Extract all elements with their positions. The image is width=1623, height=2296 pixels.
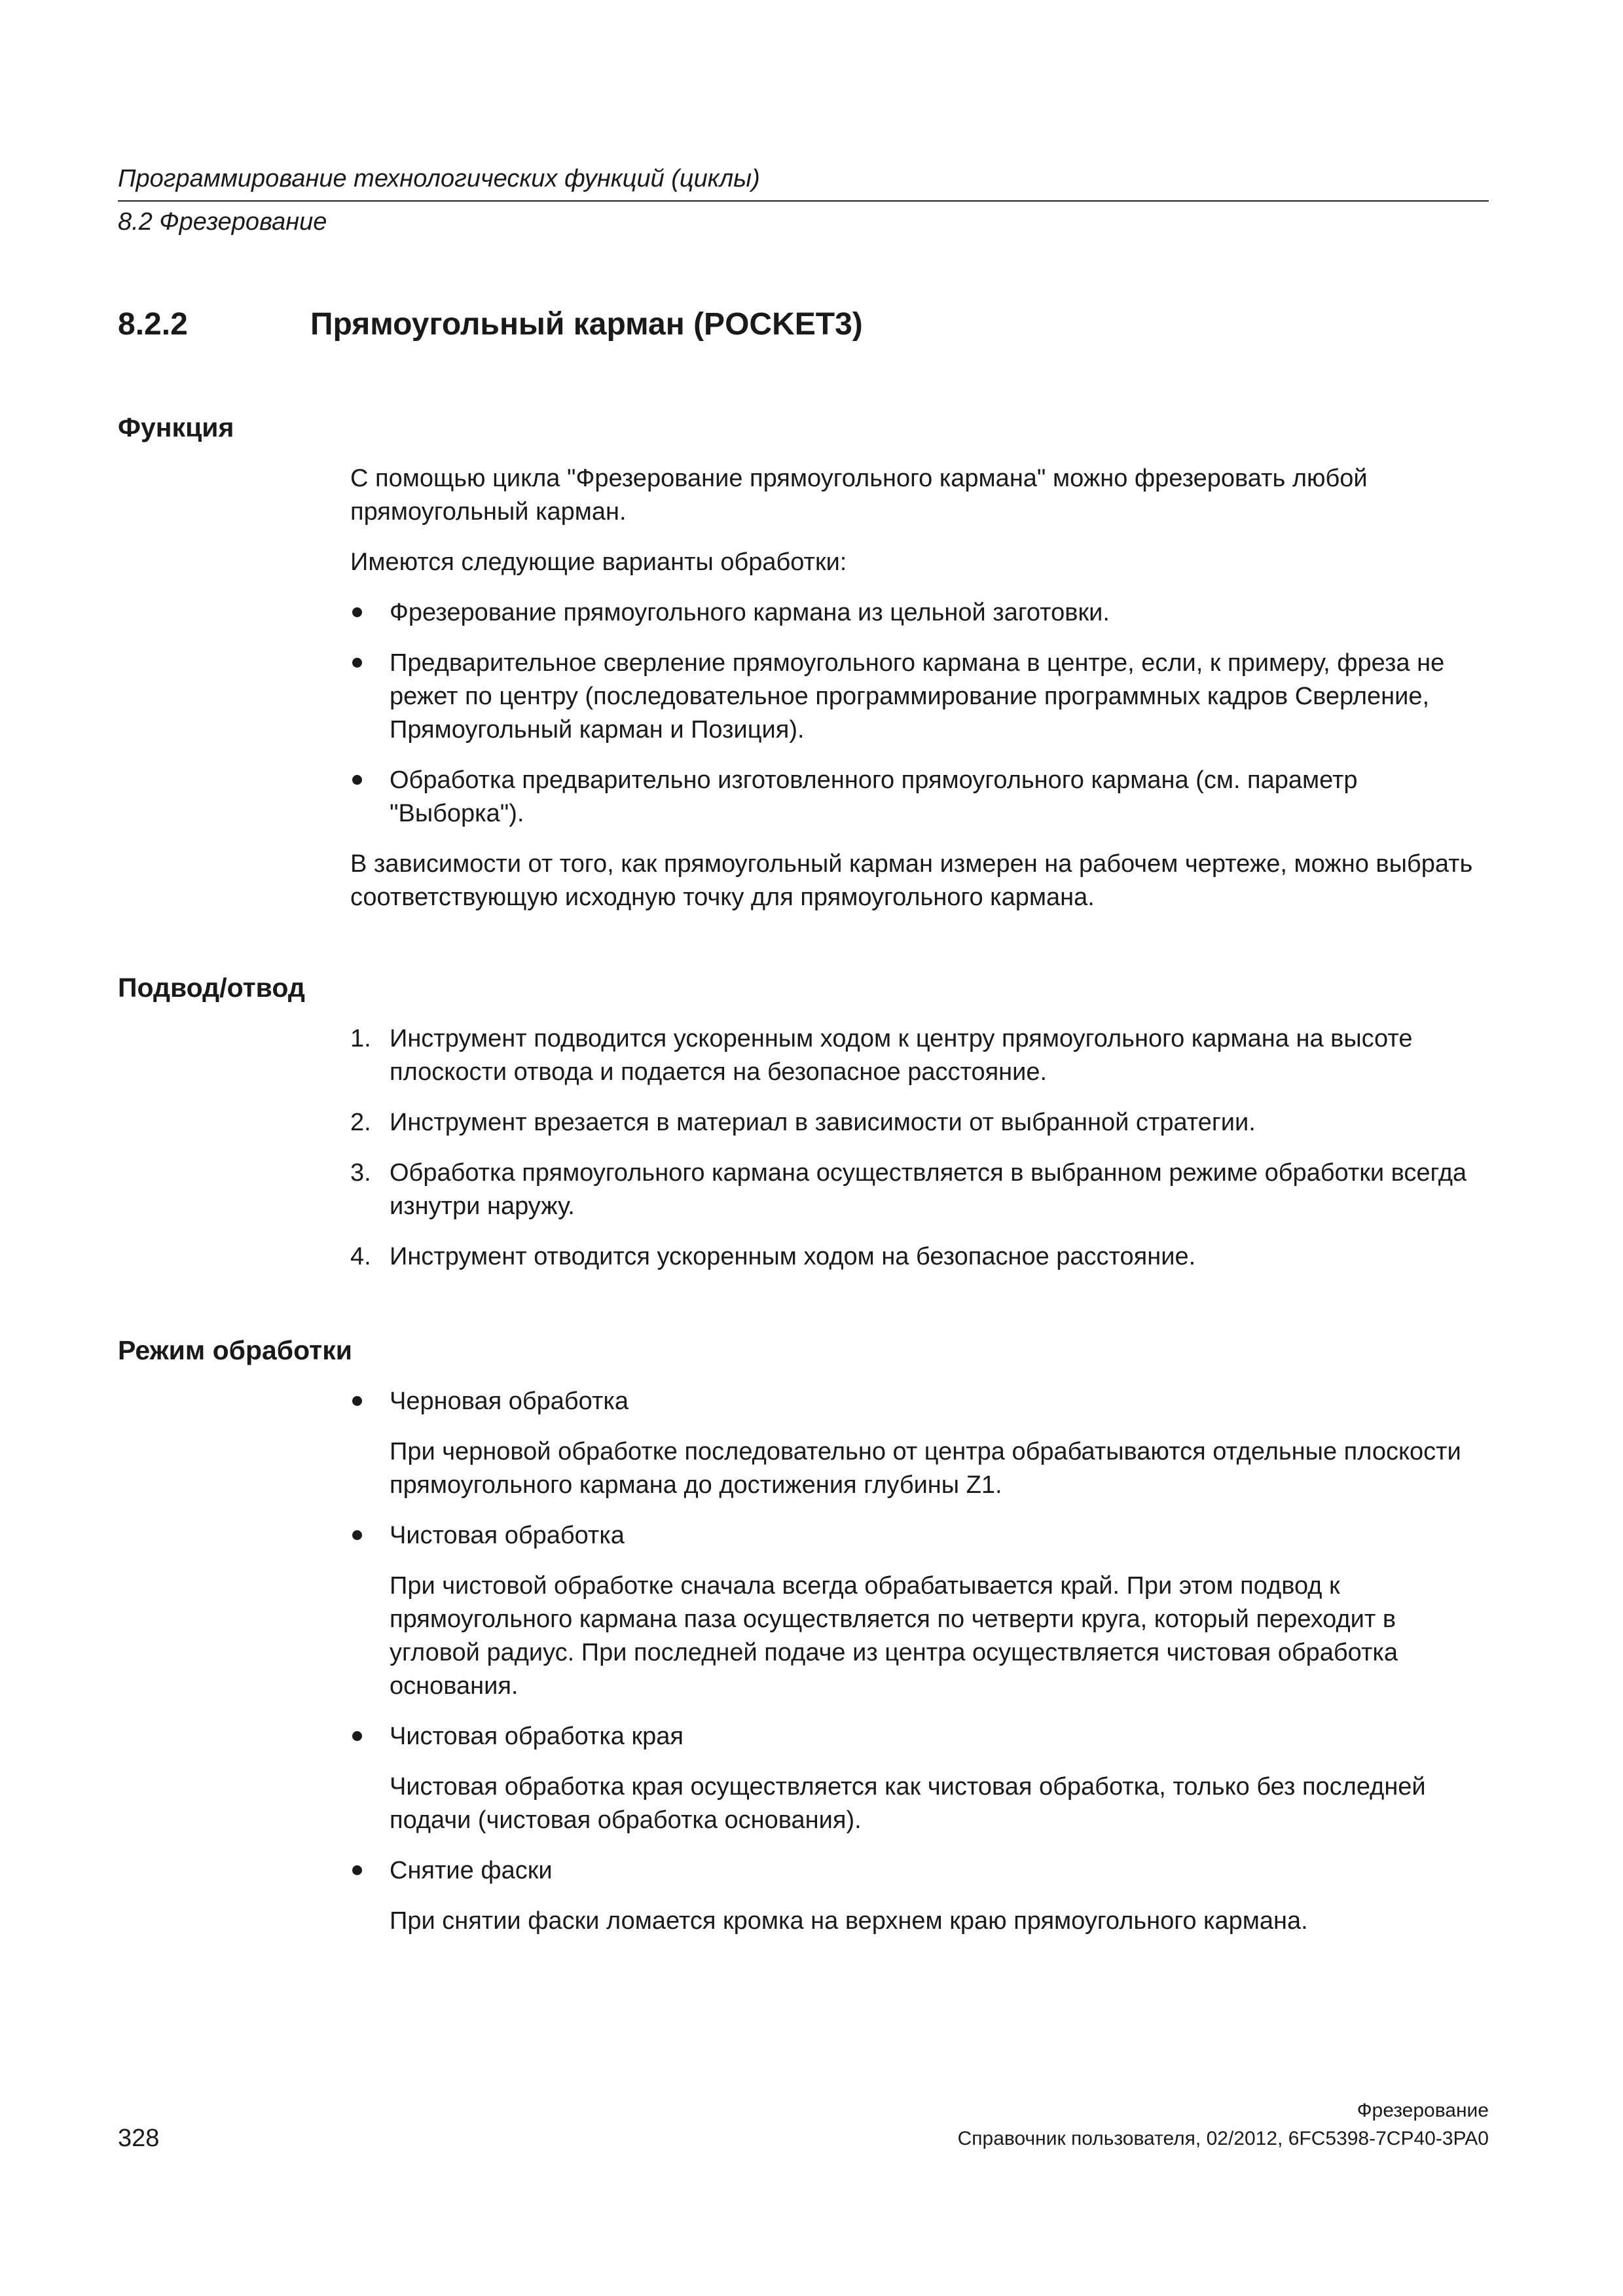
bullet-icon — [352, 1530, 362, 1540]
subheading-machining-mode: Режим обработки — [118, 1335, 352, 1365]
step-number: 2. — [350, 1109, 371, 1136]
list-item: Предварительное сверление прямоугольного кармана в центре, если, к примеру, фреза не режет по центру (последовательное программирование программных кадров Сверление, Прямоугольный карман и Позиция). — [350, 647, 1493, 747]
list-item: Снятие фаски — [350, 1854, 1493, 1888]
bullet-icon — [352, 1396, 362, 1406]
list-item: Чистовая обработка — [350, 1519, 1493, 1552]
bullet-icon — [352, 658, 362, 668]
list-item: 4. Инструмент отводится ускоренным ходом на безопасное расстояние. — [350, 1240, 1493, 1274]
mode-description: При черновой обработке последовательно от центра обрабатываются отдельные плоскости прямоугольного кармана до достижения глубины Z1. — [390, 1438, 1461, 1499]
bullet-icon — [352, 607, 362, 617]
footer-reference: Справочник пользователя, 02/2012, 6FC5398-7CP40-3PA0 — [957, 2128, 1489, 2149]
subheading-approach: Подвод/отвод — [118, 973, 305, 1003]
mode-description: При чистовой обработке сначала всегда обрабатывается край. При этом подвод к прямоугольного кармана паза осуществляется по четверти круга, который переходит в угловой радиус. При последней подаче из центра осуществляется чистовая обработка основания. — [390, 1572, 1398, 1700]
list-item: Фрезерование прямоугольного кармана из цельной заготовки. — [350, 596, 1493, 630]
page-number: 328 — [118, 2125, 160, 2152]
list-item: Черновая обработка — [350, 1385, 1493, 1418]
step-number: 4. — [350, 1243, 371, 1270]
list-item: 3. Обработка прямоугольного кармана осуществляется в выбранном режиме обработки всегда изнутри наружу. — [350, 1157, 1493, 1223]
list-item: Обработка предварительно изготовленного прямоугольного кармана (см. параметр "Выборка"). — [350, 764, 1493, 831]
bullet-icon — [352, 1731, 362, 1741]
step-number: 1. — [350, 1025, 371, 1052]
list-item: 1. Инструмент подводится ускоренным ходом к центру прямоугольного кармана на высоте плоскости отвода и подается на безопасное расстояние. — [350, 1022, 1493, 1089]
step-number: 3. — [350, 1159, 371, 1187]
mode-description: Чистовая обработка края осуществляется как чистовая обработка, только без последней подачи (чистовая обработка основания). — [390, 1773, 1426, 1834]
header-divider — [118, 200, 1489, 202]
running-header-chapter: Программирование технологических функций (циклы) — [118, 165, 760, 192]
function-body — [350, 462, 1493, 931]
running-header-section: 8.2 Фрезерование — [118, 208, 327, 236]
function-intro: С помощью цикла "Фрезерование прямоугольного кармана" можно фрезеровать любой прямоугольный карман. — [350, 465, 1368, 526]
machining-mode-body — [350, 1385, 1493, 1955]
section-number: 8.2.2 — [118, 307, 188, 342]
options-intro: Имеются следующие варианты обработки: — [350, 548, 847, 576]
mode-description: При снятии фаски ломается кромка на верхнем краю прямоугольного кармана. — [390, 1907, 1308, 1935]
footer-book-title: Фрезерование — [1357, 2100, 1489, 2121]
bullet-icon — [352, 775, 362, 785]
approach-body — [350, 1022, 1493, 1291]
section-title: Прямоугольный карман (POCKET3) — [310, 307, 863, 342]
function-closing: В зависимости от того, как прямоугольный карман измерен на рабочем чертеже, можно выбрать соответствующую исходную точку для прямоугольного кармана. — [350, 850, 1473, 911]
bullet-icon — [352, 1865, 362, 1875]
list-item: Чистовая обработка края — [350, 1720, 1493, 1753]
list-item: 2. Инструмент врезается в материал в зависимости от выбранной стратегии. — [350, 1106, 1493, 1139]
subheading-function: Функция — [118, 412, 234, 442]
